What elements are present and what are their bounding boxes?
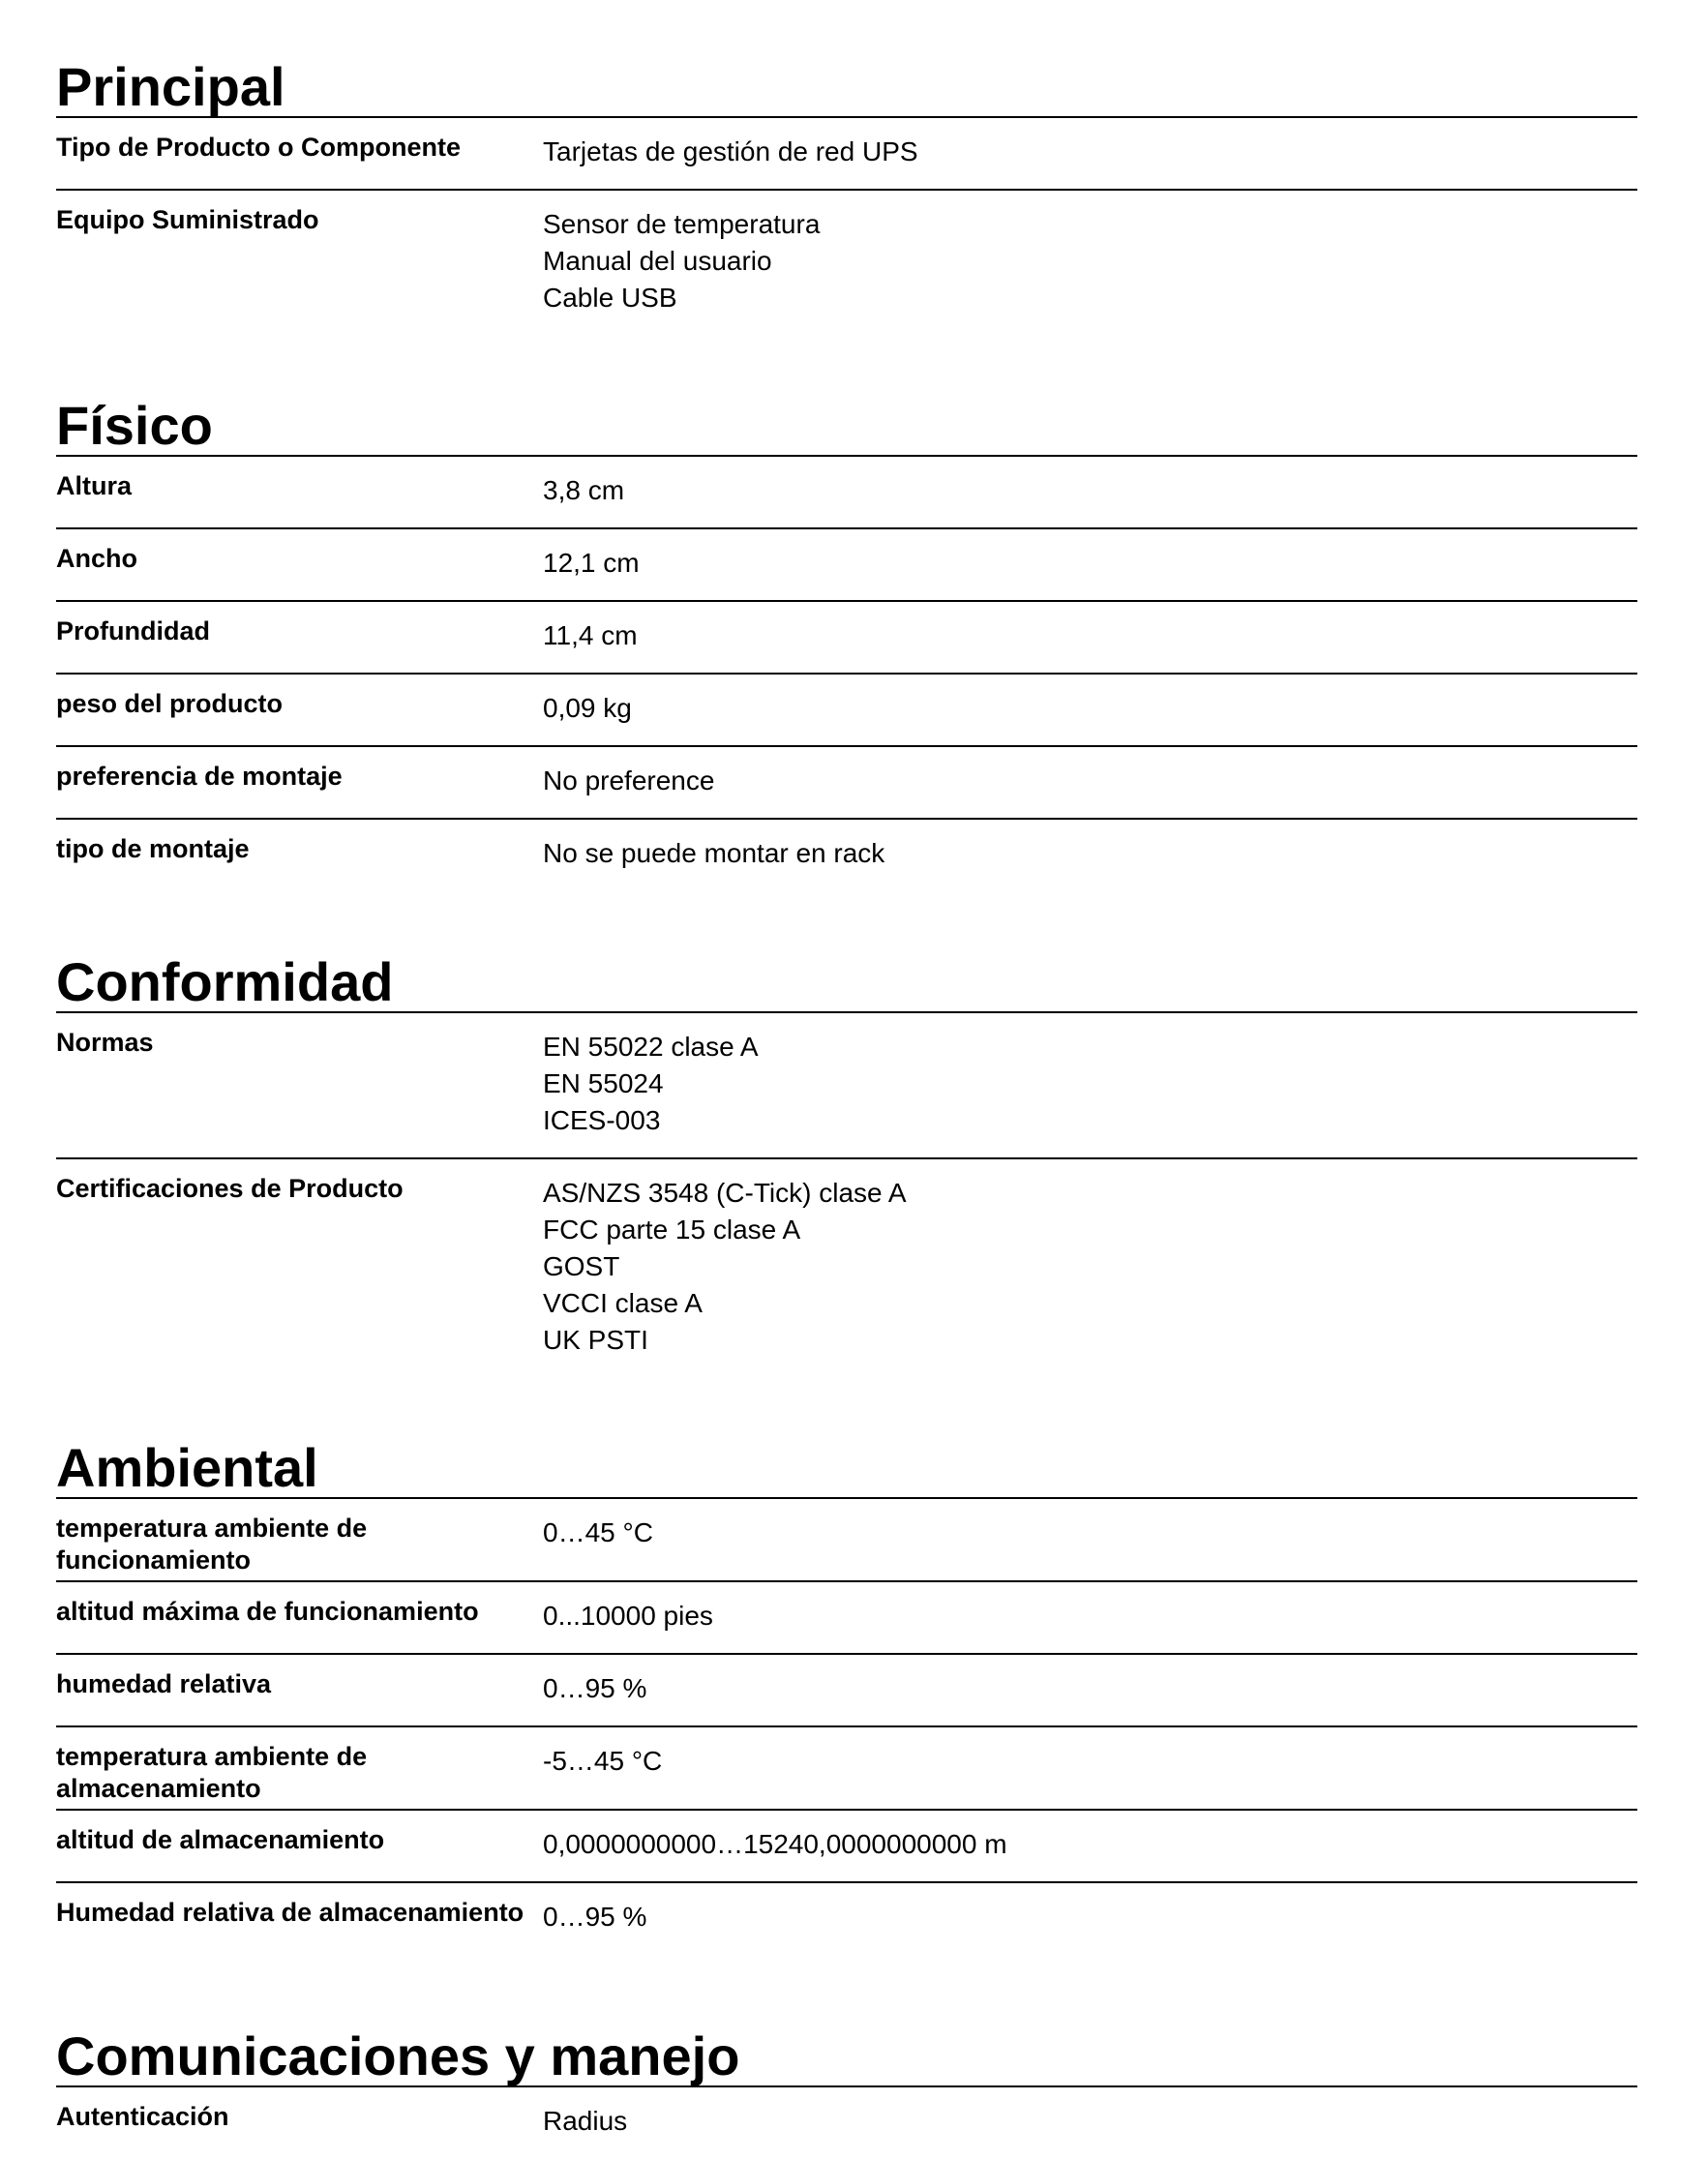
spec-label: Humedad relativa de almacenamiento (56, 1898, 524, 1927)
section-title: Conformidad (56, 945, 1637, 1013)
spec-values (543, 470, 1637, 527)
section-1 (56, 389, 1637, 892)
spec-value: 0…95 % (543, 1902, 647, 1932)
spec-values (543, 204, 1637, 315)
section-0 (56, 50, 1637, 315)
spec-label: temperatura ambiente de funcionamiento (56, 1514, 368, 1575)
spec-label: temperatura ambiente de almacenamiento (56, 1742, 368, 1803)
spec-value: 12,1 cm (543, 548, 640, 578)
spec-value: Tarjetas de gestión de red UPS (543, 136, 918, 166)
spec-label: Tipo de Producto o Componente (56, 133, 461, 162)
spec-label: Normas (56, 1028, 154, 1057)
spec-values (543, 1824, 1637, 1881)
spec-values (543, 833, 1637, 892)
spec-label: altitud de almacenamiento (56, 1825, 385, 1854)
spec-label: peso del producto (56, 689, 284, 718)
spec-row (56, 1811, 1637, 1883)
spec-value: FCC parte 15 clase A (543, 1215, 801, 1245)
spec-value: EN 55024 (543, 1068, 664, 1098)
spec-row (56, 747, 1637, 820)
spec-row (56, 457, 1637, 529)
spec-row (56, 675, 1637, 747)
spec-value: EN 55022 clase A (543, 1032, 759, 1062)
spec-value: 0,0000000000…15240,0000000000 m (543, 1829, 1007, 1859)
spec-values (543, 1513, 1637, 1580)
spec-value: 0...10000 pies (543, 1601, 713, 1631)
spec-row (56, 191, 1637, 315)
spec-row (56, 602, 1637, 675)
spec-row (56, 820, 1637, 892)
spec-value: -5…45 °C (543, 1746, 663, 1776)
spec-row (56, 1727, 1637, 1811)
spec-value: 0,09 kg (543, 693, 632, 723)
spec-row (56, 1013, 1637, 1159)
spec-values (543, 615, 1637, 673)
section-title: Comunicaciones y manejo (56, 2020, 1637, 2087)
section-2 (56, 945, 1637, 1358)
section-4 (56, 2020, 1637, 2160)
spec-row (56, 1883, 1637, 1980)
spec-value: Radius (543, 2106, 628, 2136)
spec-label: Ancho (56, 544, 137, 573)
spec-value: Sensor de temperatura (543, 209, 821, 239)
spec-values (543, 1741, 1637, 1809)
spec-value: AS/NZS 3548 (C-Tick) clase A (543, 1178, 907, 1208)
spec-row (56, 1582, 1637, 1655)
spec-values (543, 1596, 1637, 1653)
spec-label: Certificaciones de Producto (56, 1174, 404, 1203)
spec-value: No preference (543, 765, 715, 795)
spec-label: preferencia de montaje (56, 762, 343, 791)
spec-row (56, 1159, 1637, 1358)
spec-row (56, 1655, 1637, 1727)
spec-values (543, 1173, 1637, 1358)
spec-label: humedad relativa (56, 1669, 272, 1698)
section-title: Principal (56, 50, 1637, 118)
spec-row (56, 529, 1637, 602)
spec-label: Autenticación (56, 2102, 229, 2131)
spec-value: 11,4 cm (543, 620, 638, 650)
spec-values (543, 1897, 1637, 1980)
spec-row (56, 1499, 1637, 1582)
spec-value: 0…95 % (543, 1673, 647, 1703)
spec-value: Manual del usuario (543, 246, 772, 276)
spec-value: ICES-003 (543, 1105, 661, 1135)
spec-value: VCCI clase A (543, 1288, 703, 1318)
spec-values (543, 543, 1637, 600)
spec-label: tipo de montaje (56, 834, 250, 863)
spec-label: Equipo Suministrado (56, 205, 319, 234)
section-title: Físico (56, 389, 1637, 457)
spec-label: Profundidad (56, 616, 210, 645)
spec-value: 0…45 °C (543, 1517, 653, 1547)
spec-label: Altura (56, 471, 133, 500)
spec-value: 3,8 cm (543, 475, 625, 505)
spec-values (543, 1027, 1637, 1157)
section-3 (56, 1431, 1637, 1980)
spec-value: UK PSTI (543, 1325, 648, 1355)
section-title: Ambiental (56, 1431, 1637, 1499)
spec-value: No se puede montar en rack (543, 838, 885, 868)
spec-values (543, 2101, 1637, 2160)
spec-value: GOST (543, 1251, 620, 1281)
spec-row (56, 118, 1637, 191)
spec-values (543, 688, 1637, 745)
spec-value: Cable USB (543, 283, 677, 313)
spec-values (543, 1668, 1637, 1725)
spec-label: altitud máxima de funcionamiento (56, 1597, 479, 1626)
spec-values (543, 132, 1637, 189)
spec-values (543, 761, 1637, 818)
spec-row (56, 2087, 1637, 2160)
